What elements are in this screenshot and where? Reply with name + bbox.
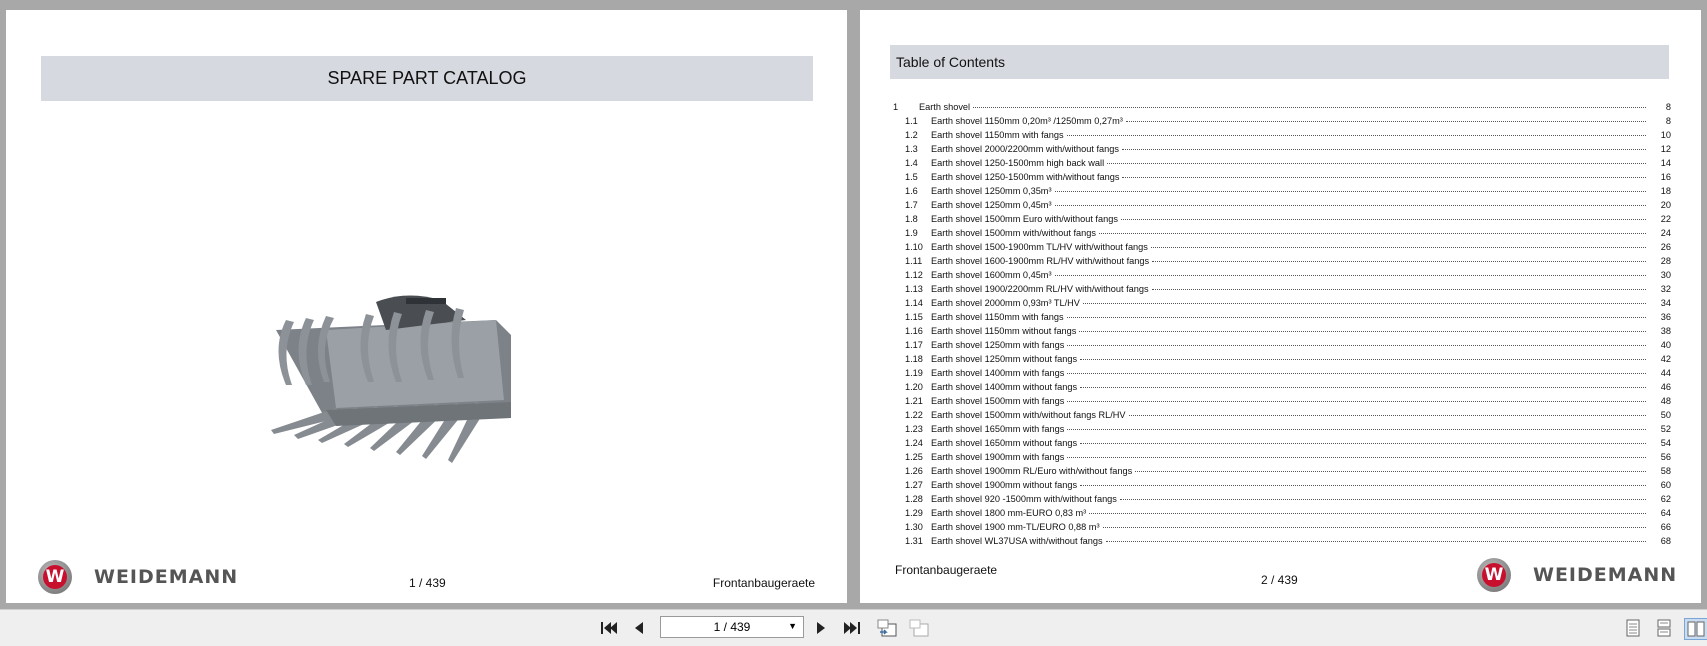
- toc-leader-dots: [1080, 443, 1646, 444]
- toc-entry-page: 66: [1660, 522, 1671, 532]
- toc-entry-title: Earth shovel 920 -1500mm with/without fangs: [931, 494, 1117, 504]
- toc-entry-number: 1.24: [905, 438, 923, 448]
- toc-entry[interactable]: [893, 214, 1671, 228]
- toc-entry[interactable]: [893, 494, 1671, 508]
- toc-entry-page: 48: [1660, 396, 1671, 406]
- toc-leader-dots: [1152, 289, 1646, 290]
- toc-entry-page: 68: [1660, 536, 1671, 546]
- toc-entry-page: 14: [1660, 158, 1671, 168]
- toc-leader-dots: [1067, 135, 1646, 136]
- toc-entry-number: 1.8: [905, 214, 918, 224]
- toc-heading: Table of Contents: [890, 45, 1669, 79]
- page-number: 2 / 439: [1261, 573, 1298, 587]
- toc-entry-number: 1.19: [905, 368, 923, 378]
- toc-leader-dots: [1151, 247, 1646, 248]
- toc-entry[interactable]: [893, 298, 1671, 312]
- toc-entry-number: 1.23: [905, 424, 923, 434]
- toc-entry-title: Earth shovel 1600-1900mm RL/HV with/without fangs: [931, 256, 1150, 266]
- toc-entry-number: 1.25: [905, 452, 923, 462]
- toc-entry-number: 1.12: [905, 270, 923, 280]
- toc-entry[interactable]: [893, 340, 1671, 354]
- toc-entry-number: 1.5: [905, 172, 918, 182]
- toc-entry[interactable]: [893, 382, 1671, 396]
- toc-leader-dots: [1126, 121, 1646, 122]
- single-page-icon[interactable]: [1622, 618, 1644, 638]
- weidemann-emblem-icon: W: [38, 560, 72, 594]
- toc-leader-dots: [1129, 415, 1646, 416]
- toc-entry-number: 1.13: [905, 284, 923, 294]
- toc-entry-number: 1.27: [905, 480, 923, 490]
- continuous-page-icon[interactable]: [1653, 618, 1675, 638]
- toc-entry[interactable]: [893, 270, 1671, 284]
- toc-entry-title: Earth shovel 1500mm Euro with/without fangs: [931, 214, 1118, 224]
- footer-name: Frontanbaugeraete: [895, 563, 998, 577]
- chevron-down-icon[interactable]: ▼: [788, 621, 797, 631]
- toc-leader-dots: [1080, 485, 1646, 486]
- toc-entry-page: 8: [1665, 102, 1671, 112]
- toc-entry-title: Earth shovel 1150mm 0,20m³ /1250mm 0,27m³: [931, 116, 1123, 126]
- toc-entry-title: Earth shovel 1800 mm-EURO 0,83 m³: [931, 508, 1087, 518]
- toc-entry[interactable]: [893, 144, 1671, 158]
- toc-entry[interactable]: [893, 228, 1671, 242]
- toc-list: [893, 102, 1671, 550]
- toc-entry-title: Earth shovel 1150mm with fangs: [931, 312, 1064, 322]
- toc-entry-number: 1.20: [905, 382, 923, 392]
- last-page-icon[interactable]: [841, 618, 863, 638]
- toc-leader-dots: [1120, 499, 1646, 500]
- toc-entry[interactable]: [893, 536, 1671, 550]
- toc-entry-title: Earth shovel 1250mm 0,45m³: [931, 200, 1052, 210]
- toc-entry-title: Earth shovel WL37USA with/without fangs: [931, 536, 1103, 546]
- fit-width-icon[interactable]: [908, 618, 930, 638]
- toc-leader-dots: [1083, 303, 1646, 304]
- toc-entry-page: 38: [1660, 326, 1671, 336]
- toc-leader-dots: [1121, 219, 1646, 220]
- toc-leader-dots: [1080, 387, 1646, 388]
- toc-entry-number: 1.2: [905, 130, 918, 140]
- toc-entry-page: 30: [1660, 270, 1671, 280]
- toc-entry-page: 40: [1660, 340, 1671, 350]
- toc-leader-dots: [1107, 163, 1646, 164]
- toc-entry[interactable]: [893, 466, 1671, 480]
- next-page-icon[interactable]: [810, 618, 832, 638]
- toc-entry-page: 34: [1660, 298, 1671, 308]
- toc-entry-number: 1.4: [905, 158, 918, 168]
- toc-entry-title: Earth shovel 1500mm with/without fangs RL/HV: [931, 410, 1126, 420]
- toc-entry[interactable]: [893, 312, 1671, 326]
- toc-leader-dots: [1067, 401, 1646, 402]
- toc-entry[interactable]: [893, 452, 1671, 466]
- toc-entry-number: 1.28: [905, 494, 923, 504]
- toc-leader-dots: [1067, 429, 1646, 430]
- toc-entry-number: 1.18: [905, 354, 923, 364]
- toc-leader-dots: [1067, 317, 1646, 318]
- toc-entry-page: 26: [1660, 242, 1671, 252]
- weidemann-emblem-icon: W: [1477, 558, 1511, 592]
- toc-entry-number: 1.3: [905, 144, 918, 154]
- toc-entry-title: Earth shovel 1900 mm-TL/EURO 0,88 m³: [931, 522, 1100, 532]
- toc-entry-page: 58: [1660, 466, 1671, 476]
- prev-page-icon[interactable]: [628, 618, 650, 638]
- toc-entry-title: Earth shovel 1900mm without fangs: [931, 480, 1078, 490]
- toc-entry-number: 1.29: [905, 508, 923, 518]
- toc-entry[interactable]: [893, 326, 1671, 340]
- grapple-bucket-image: [266, 290, 556, 470]
- toc-entry-title: Earth shovel 1500-1900mm TL/HV with/without fangs: [931, 242, 1148, 252]
- toc-entry-title: Earth shovel 1900/2200mm RL/HV with/without fangs: [931, 284, 1149, 294]
- toc-entry-number: 1.10: [905, 242, 923, 252]
- toc-leader-dots: [1055, 191, 1646, 192]
- toc-entry[interactable]: [893, 522, 1671, 536]
- toc-entry[interactable]: [893, 424, 1671, 438]
- toc-leader-dots: [1152, 261, 1646, 262]
- toc-entry-title: Earth shovel 1650mm without fangs: [931, 438, 1078, 448]
- toc-entry-page: 24: [1660, 228, 1671, 238]
- toc-entry-page: 46: [1660, 382, 1671, 392]
- toc-leader-dots: [1079, 331, 1646, 332]
- two-page-icon[interactable]: [1684, 618, 1707, 640]
- toc-leader-dots: [1135, 471, 1646, 472]
- toc-entry-title: Earth shovel 2000/2200mm with/without fangs: [931, 144, 1119, 154]
- page-number: 1 / 439: [409, 576, 446, 590]
- toc-entry[interactable]: [893, 256, 1671, 270]
- toc-entry-title: Earth shovel 1650mm with fangs: [931, 424, 1065, 434]
- toc-entry-number: 1.6: [905, 186, 918, 196]
- toc-leader-dots: [1089, 513, 1646, 514]
- toc-leader-dots: [1099, 233, 1646, 234]
- toc-entry-title: Earth shovel 1900mm RL/Euro with/without fangs: [931, 466, 1133, 476]
- toc-leader-dots: [1067, 345, 1646, 346]
- toc-entry[interactable]: [893, 410, 1671, 424]
- footer-name: Frontanbaugeraete: [712, 576, 815, 590]
- toc-entry-page: 52: [1660, 424, 1671, 434]
- toc-entry-page: 32: [1660, 284, 1671, 294]
- toc-entry-title: Earth shovel 1400mm with fangs: [931, 368, 1065, 378]
- toc-entry-number: 1.14: [905, 298, 923, 308]
- toc-leader-dots: [1122, 177, 1646, 178]
- toc-entry[interactable]: [893, 480, 1671, 494]
- toc-leader-dots: [1067, 373, 1646, 374]
- toc-entry-number: 1.26: [905, 466, 923, 476]
- toc-leader-dots: [973, 107, 1646, 108]
- toc-entry-page: 64: [1660, 508, 1671, 518]
- toc-entry-page: 44: [1660, 368, 1671, 378]
- toc-leader-dots: [1055, 205, 1646, 206]
- toc-entry-title: Earth shovel 1150mm without fangs: [931, 326, 1077, 336]
- toc-entry-title: Earth shovel 1250mm 0,35m³: [931, 186, 1052, 196]
- toc-entry-page: 36: [1660, 312, 1671, 322]
- toc-entry-title: Earth shovel 1400mm without fangs: [931, 382, 1078, 392]
- toc-entry[interactable]: [893, 102, 1671, 116]
- toc-leader-dots: [1055, 275, 1646, 276]
- brand-name: WEIDEMANN: [94, 566, 239, 588]
- toc-entry[interactable]: [893, 116, 1671, 130]
- toc-entry[interactable]: [893, 508, 1671, 522]
- catalog-title: SPARE PART CATALOG: [41, 56, 813, 101]
- toc-entry-title: Earth shovel 2000mm 0,93m³ TL/HV: [931, 298, 1080, 308]
- toc-entry-title: Earth shovel 1150mm with fangs: [931, 130, 1064, 140]
- table-of-contents-page: [860, 10, 1701, 603]
- viewer-toolbar: [0, 609, 1707, 646]
- toc-entry-title: Earth shovel 1250mm without fangs: [931, 354, 1078, 364]
- toc-entry-page: 18: [1660, 186, 1671, 196]
- toc-entry-number: 1.17: [905, 340, 923, 350]
- toc-entry[interactable]: [893, 396, 1671, 410]
- toc-entry-title: Earth shovel 1600mm 0,45m³: [931, 270, 1052, 280]
- toc-entry[interactable]: [893, 130, 1671, 144]
- toc-entry-page: 42: [1660, 354, 1671, 364]
- toc-entry-page: 20: [1660, 200, 1671, 210]
- toc-entry[interactable]: [893, 284, 1671, 298]
- toc-entry[interactable]: [893, 200, 1671, 214]
- toc-entry[interactable]: [893, 354, 1671, 368]
- toc-entry-page: 50: [1660, 410, 1671, 420]
- toc-entry-title: Earth shovel 1250-1500mm high back wall: [931, 158, 1105, 168]
- toc-entry-page: 54: [1660, 438, 1671, 448]
- toc-entry[interactable]: [893, 172, 1671, 186]
- toc-entry[interactable]: [893, 368, 1671, 382]
- toc-entry-number: 1.1: [905, 116, 918, 126]
- toc-entry-number: 1.30: [905, 522, 923, 532]
- toc-entry-title: Earth shovel: [919, 102, 971, 112]
- toc-entry-number: 1.9: [905, 228, 918, 238]
- toc-entry[interactable]: [893, 438, 1671, 452]
- toc-entry[interactable]: [893, 242, 1671, 256]
- toc-leader-dots: [1067, 457, 1646, 458]
- toc-entry-number: 1.22: [905, 410, 923, 420]
- toc-entry-page: 62: [1660, 494, 1671, 504]
- weidemann-logo: [38, 560, 238, 594]
- toc-entry[interactable]: [893, 186, 1671, 200]
- first-page-icon[interactable]: [598, 618, 620, 638]
- toc-leader-dots: [1106, 541, 1646, 542]
- toc-entry-page: 12: [1660, 144, 1671, 154]
- toc-entry-title: Earth shovel 1500mm with/without fangs: [931, 228, 1096, 238]
- toc-entry-number: 1.7: [905, 200, 918, 210]
- weidemann-logo: [1477, 558, 1677, 592]
- toc-entry-page: 22: [1660, 214, 1671, 224]
- toc-entry-page: 16: [1660, 172, 1671, 182]
- toc-entry-title: Earth shovel 1250-1500mm with/without fangs: [931, 172, 1120, 182]
- toc-leader-dots: [1122, 149, 1646, 150]
- toc-entry-number: 1: [893, 102, 899, 112]
- toc-entry-title: Earth shovel 1250mm with fangs: [931, 340, 1065, 350]
- toc-entry-number: 1.11: [905, 256, 923, 266]
- toc-entry-number: 1.31: [905, 536, 923, 546]
- fit-page-icon[interactable]: [876, 618, 898, 638]
- toc-entry-page: 10: [1660, 130, 1671, 140]
- toc-entry[interactable]: [893, 158, 1671, 172]
- brand-name: WEIDEMANN: [1533, 564, 1678, 586]
- toc-entry-title: Earth shovel 1500mm with fangs: [931, 396, 1065, 406]
- toc-leader-dots: [1103, 527, 1647, 528]
- toc-entry-page: 8: [1665, 116, 1671, 126]
- catalog-cover-page: [6, 10, 847, 603]
- toc-entry-title: Earth shovel 1900mm with fangs: [931, 452, 1065, 462]
- toc-entry-number: 1.15: [905, 312, 923, 322]
- toc-entry-number: 1.21: [905, 396, 923, 406]
- toc-leader-dots: [1080, 359, 1646, 360]
- toc-entry-page: 56: [1660, 452, 1671, 462]
- page-selector[interactable]: [660, 616, 804, 638]
- toc-entry-page: 28: [1660, 256, 1671, 266]
- toc-entry-number: 1.16: [905, 326, 923, 336]
- page-indicator: 1 / 439: [713, 620, 751, 634]
- toc-entry-page: 60: [1660, 480, 1671, 490]
